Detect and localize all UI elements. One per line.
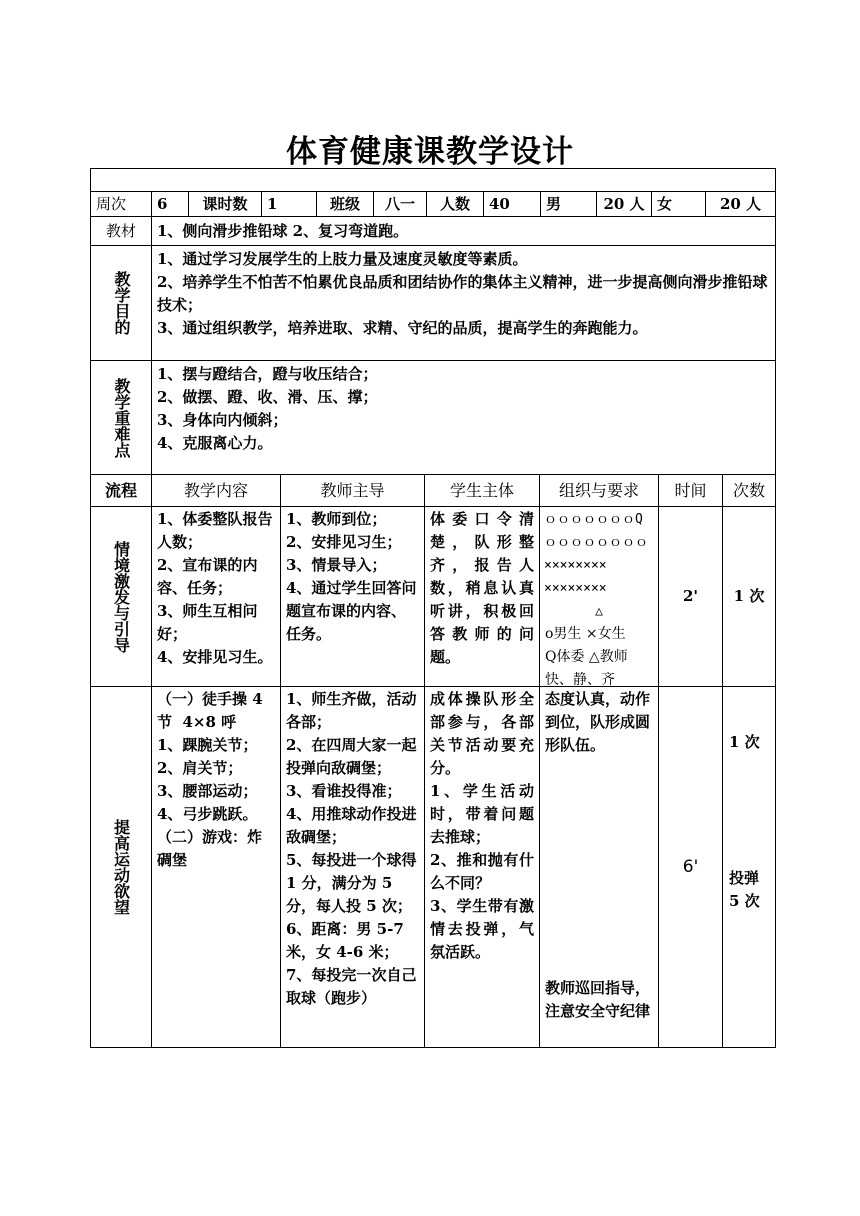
key-point-4: 4、克服离心力。 bbox=[157, 434, 273, 452]
row2-time: 6' bbox=[658, 686, 723, 1048]
row2-content: （一）徒手操 4 节 4×8 呼 1、踝腕关节； 2、肩关节； 3、腰部运动； 4、弓步跳跃。 （二）游戏：炸碉堡 bbox=[151, 686, 281, 1048]
row1-teacher: 1、教师到位； 2、安排见习生； 3、情景导入； 4、通过学生回答问题宣布课的内容、任务。 bbox=[280, 506, 425, 687]
row1-process bbox=[90, 506, 152, 687]
row2-organize-bottom: 教师巡回指导，注意安全守纪律 bbox=[545, 979, 651, 1020]
header-times: 次数 bbox=[722, 474, 776, 507]
header-organize: 组织与要求 bbox=[539, 474, 659, 507]
week-label: 周次 bbox=[90, 191, 152, 217]
count-label: 人数 bbox=[426, 191, 484, 217]
formation-row-4: ×××××××× bbox=[544, 581, 607, 596]
row2-times-bottom: 投弹 5 次 bbox=[729, 869, 760, 910]
row1-student: 体委口令清楚，队形整齐，报告人数，稍息认真听讲，积极回答教师的问题。 bbox=[424, 506, 540, 687]
page-title: 体育健康课教学设计 bbox=[286, 134, 574, 170]
header-process: 流程 bbox=[90, 474, 152, 507]
key-point-1: 1、摆与蹬结合，蹬与收压结合； bbox=[157, 365, 378, 383]
row1-organize bbox=[539, 506, 659, 687]
objectives-label bbox=[90, 245, 152, 361]
objectives-label-text: 教学目的 bbox=[112, 271, 131, 335]
row2-organize bbox=[539, 686, 659, 1048]
count-value: 40 bbox=[483, 191, 541, 217]
row2-student: 成体操队形全部参与，各部关节活动要充分。 1、学生活动时，带着问题去推球； 2、推和抛有什么不同？ 3、学生带有激情去投弹，气氛活跃。 bbox=[424, 686, 540, 1048]
lesson-label: 课时数 bbox=[188, 191, 262, 217]
formation-legend-2: Q体委 △教师 bbox=[545, 649, 628, 665]
objective-3: 3、通过组织教学，培养进取、求精、守纪的品质，提高学生的奔跑能力。 bbox=[157, 319, 648, 337]
formation-teacher-mark: △ bbox=[595, 604, 603, 619]
header-content: 教学内容 bbox=[151, 474, 281, 507]
male-label: 男 bbox=[540, 191, 597, 217]
row1-content: 1、体委整队报告人数； 2、宣布课的内容、任务； 3、师生互相问好； 4、安排见习生。 bbox=[151, 506, 281, 687]
key-point-2: 2、做摆、蹬、收、滑、压、撑； bbox=[157, 388, 378, 406]
formation-row-3: ×××××××× bbox=[544, 558, 607, 573]
row1-process-text: 情境激发与引导 bbox=[111, 540, 131, 653]
key-point-3: 3、身体向内倾斜； bbox=[157, 411, 288, 429]
header-time: 时间 bbox=[658, 474, 723, 507]
formation-row-1: ｏｏｏｏｏｏｏQ bbox=[544, 512, 643, 527]
key-points-content bbox=[151, 360, 776, 475]
female-label: 女 bbox=[651, 191, 706, 217]
header-student: 学生主体 bbox=[424, 474, 540, 507]
row2-process bbox=[90, 686, 152, 1048]
key-points-label bbox=[90, 360, 152, 475]
class-label: 班级 bbox=[316, 191, 374, 217]
material-label: 教材 bbox=[90, 216, 152, 246]
objective-2: 2、培养学生不怕苦不怕累优良品质和团结协作的集体主义精神，进一步提高侧向滑步推铅球技术； bbox=[157, 273, 768, 314]
class-value: 八一 bbox=[373, 191, 427, 217]
male-value: 20 人 bbox=[596, 191, 652, 217]
row2-organize-top: 态度认真，动作到位，队形成圆形队伍。 bbox=[545, 690, 651, 754]
row2-times bbox=[722, 686, 776, 1048]
week-value: 6 bbox=[151, 191, 189, 217]
key-points-label-text: 教学重难点 bbox=[112, 377, 131, 458]
formation-row-2: ｏｏｏｏｏｏｏｏ bbox=[544, 535, 649, 550]
material-value: 1、侧向滑步推铅球 2、复习弯道跑。 bbox=[151, 216, 776, 246]
blank-row bbox=[90, 168, 776, 192]
row1-time: 2' bbox=[658, 506, 723, 687]
lesson-value: 1 bbox=[261, 191, 317, 217]
row2-process-text: 提高运动欲望 bbox=[111, 819, 131, 915]
row2-teacher: 1、师生齐做，活动各部； 2、在四周大家一起投弹向敌碉堡； 3、看谁投得准； 4、用推球动作投进敌碉堡； 5、每投进一个球得 1 分，满分为 5 分，每人投 5 次； 6、距离：男 5-7 米，女 4-6 米； 7、每投完一次自己取球（跑步） bbox=[280, 686, 425, 1048]
objectives-content bbox=[151, 245, 776, 361]
formation-requirement: 快、静、齐 bbox=[545, 672, 615, 687]
formation-legend-1: o男生 ×女生 bbox=[545, 626, 626, 642]
objective-1: 1、通过学习发展学生的上肢力量及速度灵敏度等素质。 bbox=[157, 250, 528, 268]
female-value: 20 人 bbox=[705, 191, 776, 217]
row2-times-top: 1 次 bbox=[729, 733, 760, 751]
header-teacher: 教师主导 bbox=[280, 474, 425, 507]
row1-times: 1 次 bbox=[722, 506, 776, 687]
